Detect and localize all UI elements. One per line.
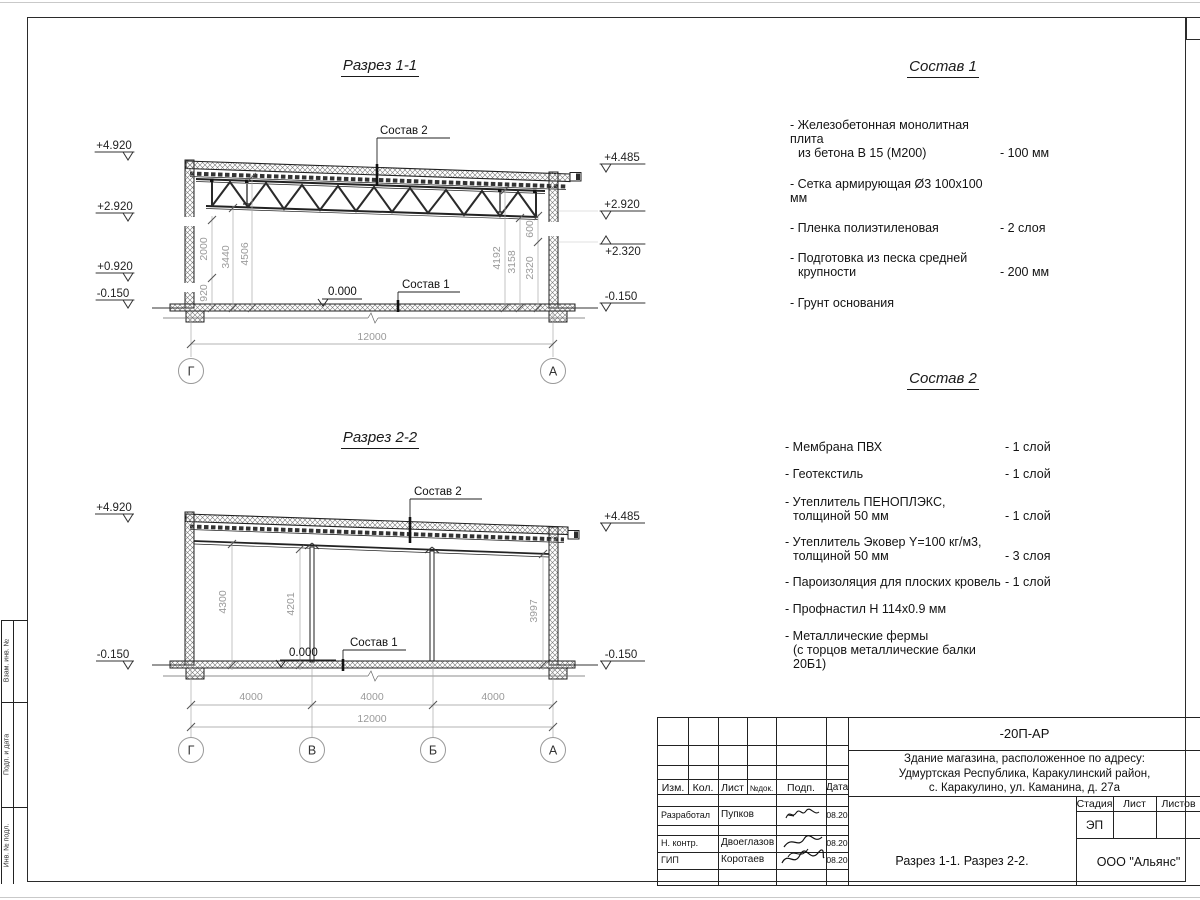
grid-label: А <box>548 364 558 379</box>
section-1-1-drawing <box>152 160 598 323</box>
elevation-label: +2.920 <box>97 201 133 213</box>
elevation-label: +4.920 <box>96 140 132 152</box>
callout-label: Состав 2 <box>414 486 462 498</box>
callout-label: Состав 1 <box>350 637 398 649</box>
item-value: - 200 мм <box>1000 265 1050 279</box>
item-text: - Пароизоляция для плоских кровель <box>785 575 1001 589</box>
dim-label: 600 <box>524 220 536 238</box>
grid-label: А <box>548 743 558 758</box>
side-stamp-label: Взам. инв. № <box>3 638 11 683</box>
dim-label: 4201 <box>285 592 297 616</box>
elevation-label: -0.150 <box>96 649 130 661</box>
signer-name: Двоеглазов <box>721 837 775 848</box>
col-izm: Изм. <box>661 782 685 794</box>
col-podp: Подп. <box>787 782 815 794</box>
elevation-label: -0.150 <box>604 291 638 303</box>
callout-label: Состав 1 <box>402 279 450 291</box>
sheet-label: Лист <box>1123 798 1146 810</box>
dim-label: 12000 <box>357 331 387 343</box>
item-text: - Утеплитель Эковер Y=100 кг/м3, <box>785 535 982 549</box>
dim-label: 4000 <box>481 691 505 703</box>
elevation-label: +4.920 <box>96 502 132 514</box>
signer-date: 08.20 <box>826 855 848 865</box>
elevation-label: +2.920 <box>604 199 640 211</box>
section-2-2-dimensions <box>179 540 566 763</box>
signer-role: ГИП <box>661 855 679 865</box>
signer-date: 08.20 <box>826 838 848 848</box>
address-line: с. Каракулино, ул. Каманина, д. 27а <box>928 782 1121 794</box>
item-value: - 1 слой <box>1005 467 1051 481</box>
doc-code: -20П-АР <box>999 726 1050 741</box>
signer-role: Н. контр. <box>661 838 699 848</box>
signer-name: Пупков <box>721 809 754 820</box>
item-text: толщиной 50 мм <box>793 509 889 523</box>
grid-label: Г <box>187 743 195 758</box>
stage-label: Стадия <box>1076 798 1113 810</box>
item-value: - 3 слоя <box>1005 549 1051 563</box>
side-stamp-label: Подп. и дата <box>3 733 11 776</box>
item-value: - 100 мм <box>1000 146 1050 160</box>
address-line: Здание магазина, расположенное по адресу: <box>904 753 1145 765</box>
section-2-2-callouts <box>276 486 482 671</box>
sheets-label: Листов <box>1161 798 1196 810</box>
dim-label: 3997 <box>528 599 540 623</box>
col-ndok: №док. <box>749 784 774 793</box>
dim-label: 2320 <box>524 256 536 280</box>
item-value: - 1 слой <box>1005 509 1051 523</box>
item-text: - Пленка полиэтиленовая <box>790 221 939 235</box>
item-text: - Сетка армирующая Ø3 100x100 мм <box>790 177 983 205</box>
dim-label: 4000 <box>239 691 263 703</box>
item-text: - Профнастил Н 114х0.9 мм <box>785 602 947 616</box>
item-text: из бетона В 15 (М200) <box>798 146 927 160</box>
item-text: - Железобетонная монолитная плита <box>790 118 969 146</box>
address-line: Удмуртская Республика, Каракулинский район, <box>898 767 1151 780</box>
elevation-label: -0.150 <box>604 649 638 661</box>
signature <box>778 833 826 871</box>
dim-label: 12000 <box>357 713 387 725</box>
item-text: - Грунт основания <box>790 296 895 310</box>
dim-label: 2000 <box>198 237 210 261</box>
item-value: - 2 слоя <box>1000 221 1046 235</box>
signature <box>782 807 822 823</box>
sostav-2-heading: Состав 2 <box>863 370 1023 387</box>
sostav-1-heading: Состав 1 <box>863 58 1023 75</box>
dim-label: 4506 <box>239 242 251 266</box>
section-1-1-callouts <box>318 125 460 312</box>
zero-level-label: 0.000 <box>328 286 357 298</box>
col-list: Лист <box>721 782 744 794</box>
item-text: - Геотекстиль <box>785 467 864 481</box>
title-block <box>657 717 1200 886</box>
section-1-1-elevations <box>95 140 645 311</box>
item-text: (с торцов металлические балки 20Б1) <box>793 643 976 671</box>
col-kol: Кол. <box>692 782 714 794</box>
signer-role: Разработал <box>661 810 710 820</box>
project-address <box>850 752 1199 796</box>
sheet-name: Разрез 1-1. Разрез 2-2. <box>895 854 1029 868</box>
section-2-2-title: Разрез 2-2 <box>310 429 450 446</box>
signer-name: Коротаев <box>721 854 765 865</box>
item-text: крупности <box>798 265 857 279</box>
stage-value: ЭП <box>1085 818 1104 832</box>
dim-label: 4300 <box>217 590 229 614</box>
dim-label: 4192 <box>491 246 503 270</box>
item-text: - Металлические фермы <box>785 629 929 643</box>
dim-label: 3158 <box>506 250 518 274</box>
elevation-label: +0.920 <box>97 261 133 273</box>
section-1-1-title: Разрез 1-1 <box>310 57 450 74</box>
grid-label: В <box>307 743 317 758</box>
col-data: Дата <box>826 782 848 793</box>
item-value: - 1 слой <box>1005 575 1051 589</box>
dim-label: 4000 <box>360 691 384 703</box>
signer-date: 08.20 <box>826 810 848 820</box>
callout-label: Состав 2 <box>380 125 428 137</box>
dim-label: 3440 <box>220 245 232 269</box>
elevation-label: +2.320 <box>605 246 641 258</box>
elevation-label: +4.485 <box>604 511 640 523</box>
item-text: - Мембрана ПВХ <box>785 440 883 454</box>
elevation-label: +4.485 <box>604 152 640 164</box>
item-value: - 1 слой <box>1005 440 1051 454</box>
item-text: - Подготовка из песка средней <box>790 251 968 265</box>
dim-label: 920 <box>198 284 210 302</box>
organization: ООО "Альянс" <box>1096 855 1181 869</box>
side-stamp-label: Инв. № подл. <box>3 823 11 868</box>
grid-label: Б <box>428 743 438 758</box>
grid-label: Г <box>187 364 195 379</box>
elevation-label: -0.150 <box>96 288 130 300</box>
item-text: - Утеплитель ПЕНОПЛЭКС, <box>785 495 946 509</box>
zero-level-label: 0.000 <box>289 647 318 659</box>
item-text: толщиной 50 мм <box>793 549 889 563</box>
